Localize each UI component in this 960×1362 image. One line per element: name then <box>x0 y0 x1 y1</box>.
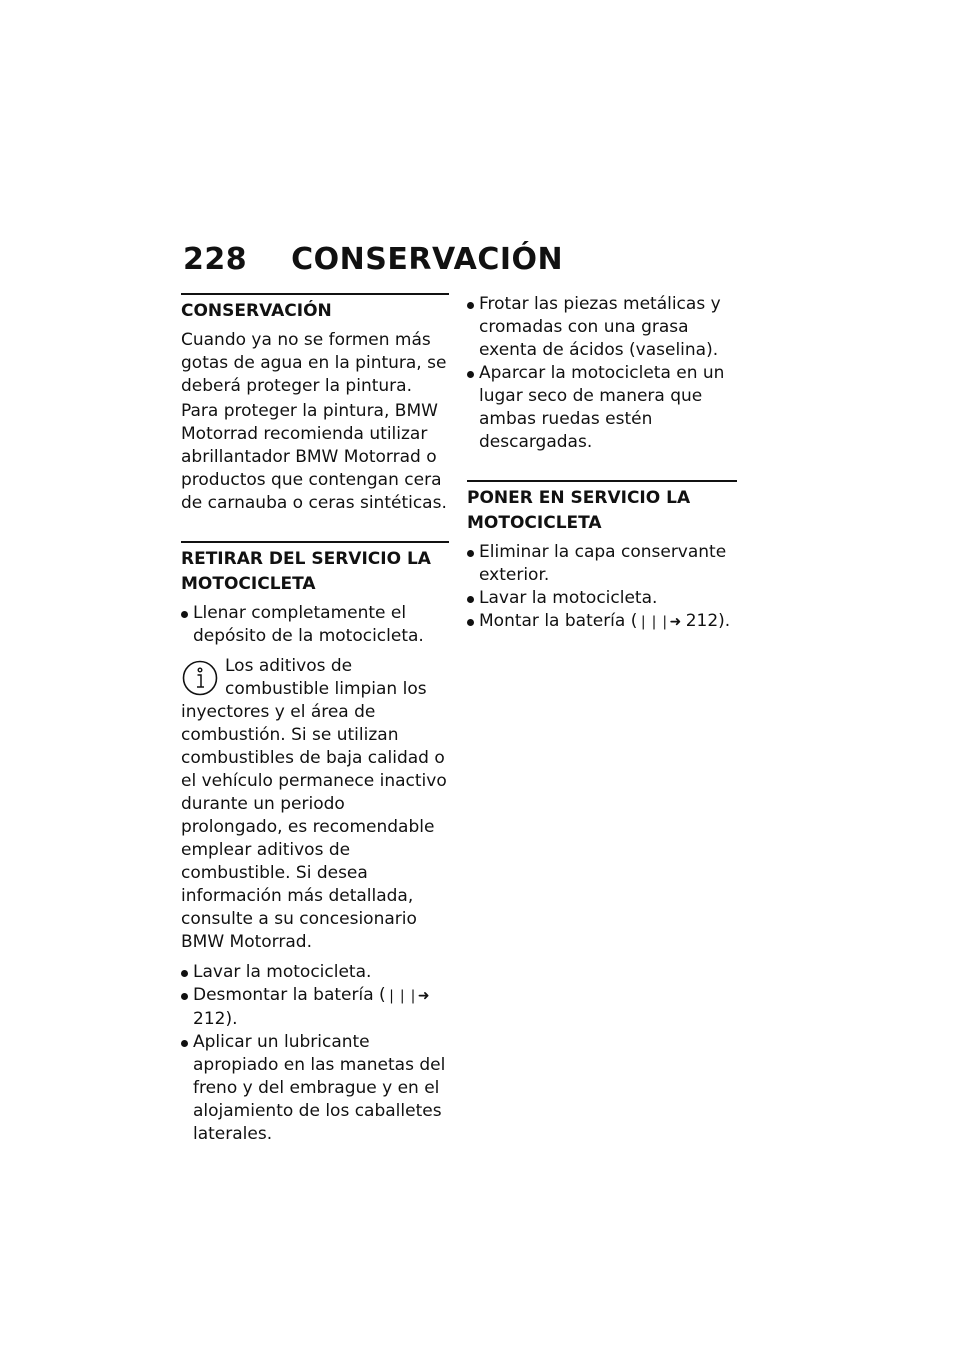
poner-list <box>467 541 737 634</box>
list-item: Aparcar la motocicleta en un lugar seco de manera que ambas ruedas estén descargadas. <box>467 362 737 454</box>
section-title-poner: PONER EN SERVICIO LA MOTOCICLETA <box>467 480 737 536</box>
arrow-right-icon[interactable]: ❘❘❘➜ <box>385 988 429 1004</box>
page-reference-link[interactable]: 212 <box>193 1009 226 1029</box>
page-header <box>183 242 563 282</box>
section-title-conservacion: CONSERVACIÓN <box>181 293 449 324</box>
section-title-retirar: RETIRAR DEL SERVICIO LA MOTOCICLETA <box>181 541 449 597</box>
list-item: Lavar la motocicleta. <box>181 961 449 984</box>
list-item-text: ). <box>225 1009 238 1029</box>
arrow-right-icon[interactable]: ❘❘❘➜ <box>637 614 681 630</box>
conservacion-paragraph-1: Cuando ya no se formen más gotas de agua en la pintura, se deberá proteger la pintura. <box>181 330 447 396</box>
list-item-text: Desmontar la batería ( <box>193 985 386 1005</box>
page-number: 228 <box>183 242 248 277</box>
conservacion-paragraph-2: Para proteger la pintura, BMW Motorrad recomienda utilizar abrillantador BMW Motorrad o productos que contengan cera de carnauba o ceras sintéticas. <box>181 401 447 513</box>
page-reference-link[interactable]: 212 <box>685 611 719 631</box>
list-item <box>467 610 737 634</box>
list-item-text: Montar la batería ( <box>479 611 638 631</box>
list-item: Frotar las piezas metálicas y cromadas con una grasa exenta de ácidos (vaselina). <box>467 293 737 362</box>
list-item: Lavar la motocicleta. <box>467 587 737 610</box>
list-item: Eliminar la capa conservante exterior. <box>467 541 737 587</box>
right-column <box>467 293 737 634</box>
list-item <box>181 984 449 1031</box>
list-item-text: ). <box>718 611 731 631</box>
retirar-list-continued <box>181 961 449 1146</box>
info-icon <box>181 659 219 697</box>
info-note-text: Los aditivos de combustible limpian los inyectores y el área de combustión. Si se utilizan combustibles de baja calidad o el vehículo permanece inactivo durante un periodo prolongado, es recomendable emplear aditivos de combustible. Si desea información más detallada, consulte a su concesionario BMW Motorrad. <box>181 656 447 952</box>
info-note <box>181 655 449 954</box>
retirar-list-right <box>467 293 737 454</box>
list-item: Llenar completamente el depósito de la motocicleta. <box>181 602 449 648</box>
left-column <box>181 293 449 1146</box>
retirar-list <box>181 602 449 648</box>
page-title: CONSERVACIÓN <box>291 242 564 277</box>
list-item: Aplicar un lubricante apropiado en las manetas del freno y del embrague y en el alojamiento de los caballetes laterales. <box>181 1031 449 1146</box>
